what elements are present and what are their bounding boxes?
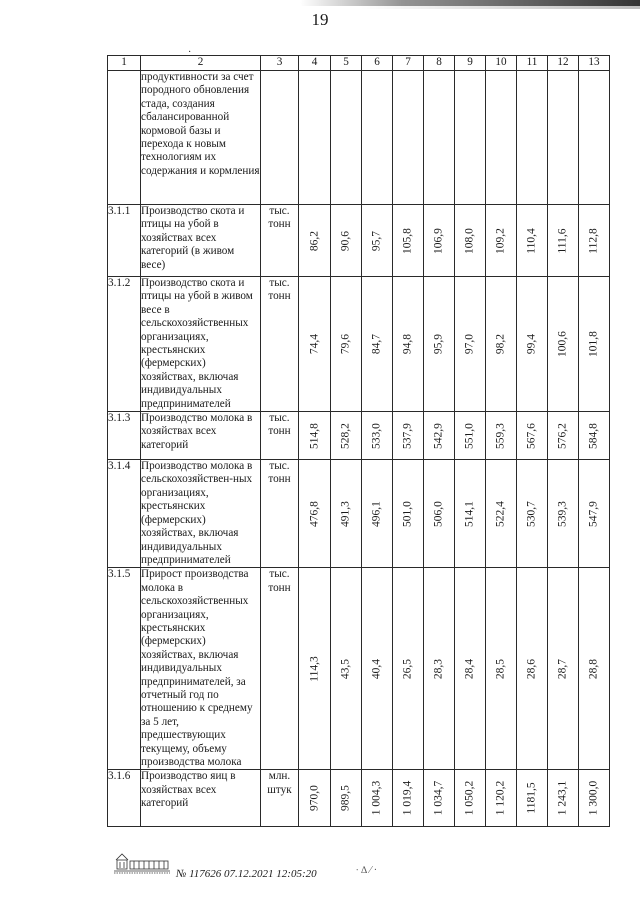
row-number: 3.1.5 bbox=[108, 568, 141, 770]
value-text: 491,3 bbox=[339, 500, 352, 527]
value-text: 84,7 bbox=[370, 333, 383, 355]
page-number: 19 bbox=[311, 10, 329, 29]
column-header: 2 bbox=[141, 56, 261, 71]
value-cell bbox=[455, 770, 486, 827]
indicator-name: Производство молока в сельскохозяйствен-ных организациях, крестьянских (фермерских) хозяйствах, включая индивидуальных предпринимателей bbox=[141, 460, 261, 568]
value-cell bbox=[299, 460, 331, 568]
indicator-name: Производство молока в хозяйствах всех категорий bbox=[141, 412, 261, 460]
value-text: 26,5 bbox=[401, 658, 414, 679]
unit-cell: тыс. тонн bbox=[261, 412, 299, 460]
value-text: 28,5 bbox=[494, 658, 507, 679]
value-cell bbox=[517, 205, 548, 277]
value-cell bbox=[548, 277, 579, 412]
column-header: 3 bbox=[261, 56, 299, 71]
value-text: 100,6 bbox=[556, 331, 569, 357]
value-text: 28,8 bbox=[587, 658, 600, 679]
value-text: 99,4 bbox=[525, 333, 538, 355]
value-text: 547,9 bbox=[587, 500, 600, 527]
value-text: 1 034,7 bbox=[432, 781, 445, 816]
row-number: 3.1.1 bbox=[108, 205, 141, 277]
value-text: 98,2 bbox=[494, 333, 507, 355]
value-cell bbox=[299, 770, 331, 827]
value-cell bbox=[393, 205, 424, 277]
column-header: 9 bbox=[455, 56, 486, 71]
value-cell bbox=[331, 770, 362, 827]
value-cell bbox=[579, 460, 610, 568]
value-text: 542,9 bbox=[432, 422, 445, 449]
value-text: 95,9 bbox=[432, 333, 445, 355]
value-text: 111,6 bbox=[556, 227, 569, 254]
value-text: 533,0 bbox=[370, 422, 383, 449]
value-cell bbox=[548, 412, 579, 460]
value-cell bbox=[362, 770, 393, 827]
value-text: 1 004,3 bbox=[370, 781, 383, 816]
value-cell bbox=[517, 277, 548, 412]
value-cell bbox=[299, 205, 331, 277]
value-cell bbox=[393, 770, 424, 827]
unit-cell: тыс. тонн bbox=[261, 460, 299, 568]
table-row bbox=[108, 568, 610, 770]
value-cell bbox=[455, 460, 486, 568]
value-text: 1 243,1 bbox=[556, 781, 569, 816]
value-cell bbox=[424, 770, 455, 827]
column-header: 12 bbox=[548, 56, 579, 71]
value-cell bbox=[517, 460, 548, 568]
value-cell bbox=[455, 412, 486, 460]
value-cell bbox=[362, 277, 393, 412]
value-cell bbox=[393, 568, 424, 770]
value-text: 584,8 bbox=[587, 422, 600, 449]
value-text: 28,3 bbox=[432, 658, 445, 679]
column-header: 7 bbox=[393, 56, 424, 71]
column-header: 6 bbox=[362, 56, 393, 71]
value-cell bbox=[331, 568, 362, 770]
value-cell bbox=[486, 205, 517, 277]
value-cell bbox=[362, 460, 393, 568]
value-cell bbox=[579, 277, 610, 412]
value-cell bbox=[362, 205, 393, 277]
value-cell bbox=[331, 277, 362, 412]
column-header: 11 bbox=[517, 56, 548, 71]
value-text: 970,0 bbox=[307, 785, 320, 812]
row-number: 3.1.3 bbox=[108, 412, 141, 460]
value-text: 1181,5 bbox=[525, 782, 538, 815]
value-cell bbox=[517, 412, 548, 460]
column-header: 4 bbox=[299, 56, 331, 71]
value-text: 539,3 bbox=[556, 500, 569, 527]
table-row bbox=[108, 205, 610, 277]
value-cell bbox=[424, 277, 455, 412]
value-text: 551,0 bbox=[463, 422, 476, 449]
registry-logo bbox=[112, 850, 172, 876]
column-header: 1 bbox=[108, 56, 141, 71]
value-text: 522,4 bbox=[494, 500, 507, 527]
indicator-name: Производство яиц в хозяйствах всех категорий bbox=[141, 770, 261, 827]
value-cell bbox=[455, 205, 486, 277]
registration-stamp: № 117626 07.12.2021 12:05:20 bbox=[176, 868, 317, 880]
column-header: 5 bbox=[331, 56, 362, 71]
table-row bbox=[108, 770, 610, 827]
value-text: 501,0 bbox=[401, 500, 414, 527]
value-text: 530,7 bbox=[525, 500, 538, 527]
value-text: 1 050,2 bbox=[463, 781, 476, 816]
value-text: 514,1 bbox=[463, 500, 476, 527]
value-text: 108,0 bbox=[463, 227, 476, 254]
indicator-name: Производство скота и птицы на убой в хозяйствах всех категорий (в живом весе) bbox=[141, 205, 261, 277]
unit-cell: тыс. тонн bbox=[261, 277, 299, 412]
value-text: 105,8 bbox=[401, 227, 414, 254]
value-text: 567,6 bbox=[525, 422, 538, 449]
scan-edge-shadow-2 bbox=[360, 6, 640, 9]
scan-mark: ∙ ∆ ⁄ · bbox=[356, 865, 378, 876]
value-cell bbox=[486, 770, 517, 827]
value-cell bbox=[424, 568, 455, 770]
value-cell bbox=[548, 205, 579, 277]
value-cell bbox=[579, 568, 610, 770]
value-text: 537,9 bbox=[401, 422, 414, 449]
value-text: 576,2 bbox=[556, 422, 569, 449]
value-text: 79,6 bbox=[339, 333, 352, 355]
value-text: 1 120,2 bbox=[494, 781, 507, 816]
value-cell bbox=[517, 568, 548, 770]
value-cell bbox=[548, 568, 579, 770]
value-cell bbox=[299, 277, 331, 412]
value-text: 86,2 bbox=[307, 230, 320, 251]
row-number bbox=[108, 71, 141, 205]
unit-cell bbox=[261, 71, 299, 205]
value-cell bbox=[424, 460, 455, 568]
value-cell bbox=[517, 770, 548, 827]
value-text: 110,4 bbox=[525, 227, 538, 254]
value-cell bbox=[486, 277, 517, 412]
table-row bbox=[108, 277, 610, 412]
value-text: 28,6 bbox=[525, 658, 538, 679]
value-cell bbox=[455, 568, 486, 770]
row-number: 3.1.2 bbox=[108, 277, 141, 412]
value-text: 989,5 bbox=[339, 785, 352, 812]
scan-dot: · bbox=[188, 47, 192, 58]
value-text: 74,4 bbox=[307, 333, 320, 355]
table-row bbox=[108, 71, 610, 205]
value-text: 28,4 bbox=[463, 658, 476, 679]
value-text: 97,0 bbox=[463, 333, 476, 355]
value-cell bbox=[331, 412, 362, 460]
value-cell bbox=[362, 412, 393, 460]
row-number: 3.1.6 bbox=[108, 770, 141, 827]
value-cell bbox=[579, 770, 610, 827]
value-text: 40,4 bbox=[370, 658, 383, 679]
table-row bbox=[108, 412, 610, 460]
value-text: 112,8 bbox=[587, 227, 600, 254]
indicator-name: Производство скота и птицы на убой в живом весе в сельскохозяйственных организациях, крестьянских (фермерских) хозяйствах, включая индивидуальных предпринимателей bbox=[141, 277, 261, 412]
column-header: 10 bbox=[486, 56, 517, 71]
value-text: 496,1 bbox=[370, 500, 383, 527]
value-cell bbox=[486, 412, 517, 460]
value-cell bbox=[579, 205, 610, 277]
value-cell bbox=[299, 568, 331, 770]
table-row bbox=[108, 460, 610, 568]
value-text: 90,6 bbox=[339, 230, 352, 251]
value-cell bbox=[299, 412, 331, 460]
value-cell bbox=[424, 205, 455, 277]
indicator-name: Прирост производства молока в сельскохозяйственных организациях, крестьянских (фермерских) хозяйствах, включая индивидуальных предпринимателей, за отчетный год по отношению к среднему за 5 лет, предшествующих текущему, объему производства молока bbox=[141, 568, 261, 770]
value-cell bbox=[455, 277, 486, 412]
value-cell bbox=[331, 205, 362, 277]
value-text: 1 300,0 bbox=[587, 781, 600, 816]
value-cell bbox=[393, 460, 424, 568]
value-cell bbox=[393, 277, 424, 412]
value-cell bbox=[486, 460, 517, 568]
unit-cell: тыс. тонн bbox=[261, 568, 299, 770]
value-text: 559,3 bbox=[494, 422, 507, 449]
value-text: 506,0 bbox=[432, 500, 445, 527]
column-header: 8 bbox=[424, 56, 455, 71]
indicator-name: продуктивности за счет породного обновления стада, создания сбалансированной кормовой базы и перехода к новым технологиям их содержания и кормления bbox=[141, 71, 261, 205]
value-text: 94,8 bbox=[401, 333, 414, 355]
value-text: 514,8 bbox=[307, 422, 320, 449]
value-text: 1 019,4 bbox=[401, 781, 414, 816]
indicators-table bbox=[107, 55, 610, 827]
unit-cell: тыс. тонн bbox=[261, 205, 299, 277]
row-number: 3.1.4 bbox=[108, 460, 141, 568]
value-cell bbox=[393, 412, 424, 460]
value-cell bbox=[548, 770, 579, 827]
unit-cell: млн. штук bbox=[261, 770, 299, 827]
value-cell bbox=[548, 460, 579, 568]
value-text: 528,2 bbox=[339, 422, 352, 449]
header-row bbox=[108, 56, 610, 71]
value-text: 109,2 bbox=[494, 227, 507, 254]
value-text: 95,7 bbox=[370, 230, 383, 251]
value-cell bbox=[579, 412, 610, 460]
value-text: 43,5 bbox=[339, 658, 352, 679]
value-text: 28,7 bbox=[556, 658, 569, 679]
value-cell bbox=[362, 568, 393, 770]
value-text: 476,8 bbox=[307, 500, 320, 527]
value-cell bbox=[331, 460, 362, 568]
column-header: 13 bbox=[579, 56, 610, 71]
value-text: 106,9 bbox=[432, 227, 445, 254]
value-text: 114,3 bbox=[307, 656, 320, 682]
value-cell bbox=[424, 412, 455, 460]
value-text: 101,8 bbox=[587, 331, 600, 357]
value-cell bbox=[486, 568, 517, 770]
